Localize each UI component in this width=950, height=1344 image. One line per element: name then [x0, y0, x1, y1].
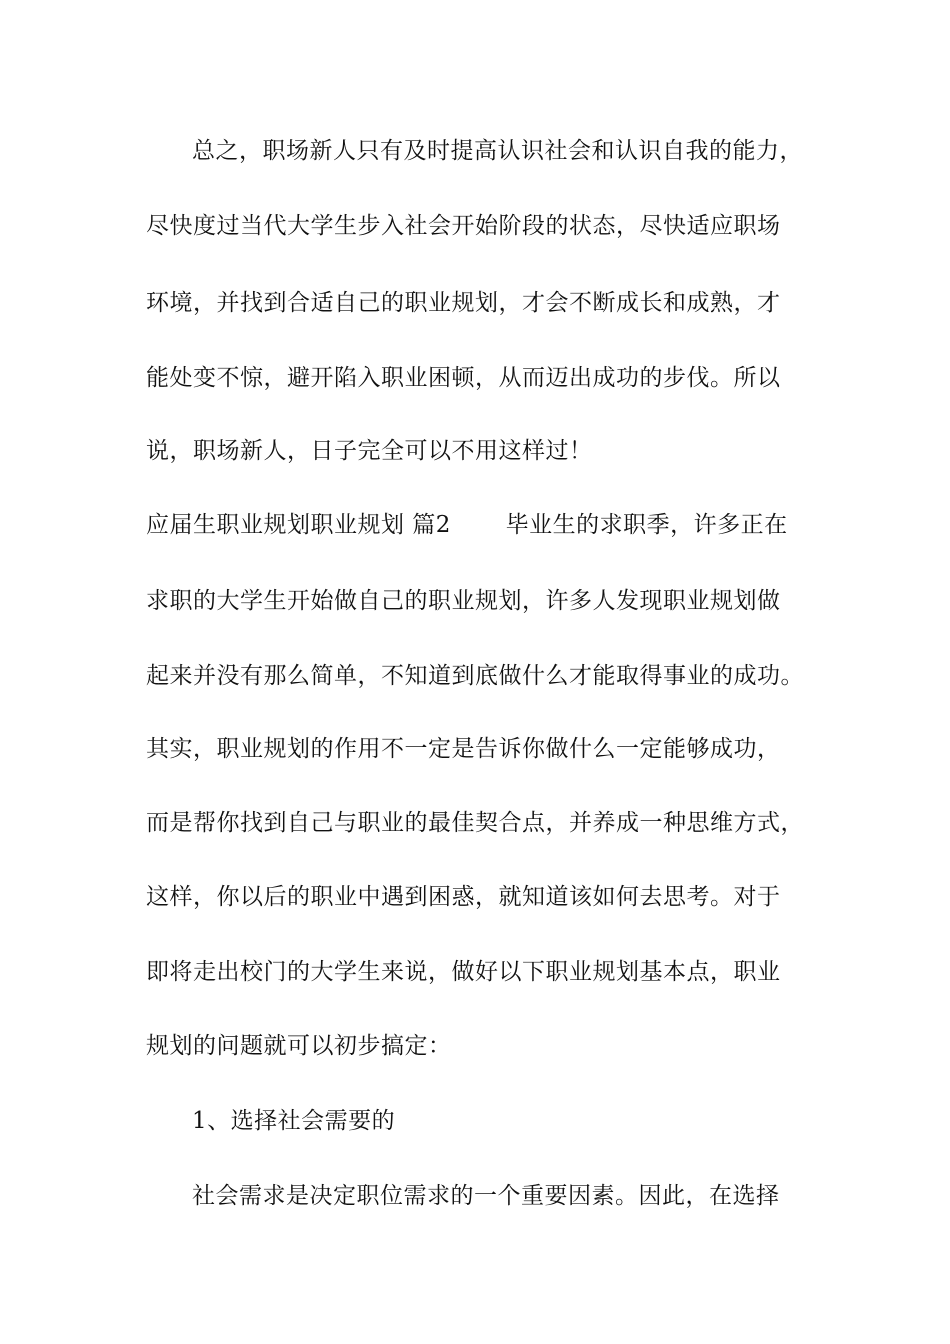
paragraph-line: 总之，职场新人只有及时提高认识社会和认识自我的能力，	[192, 138, 803, 164]
list-item-heading: 1、选择社会需要的	[192, 1108, 396, 1134]
paragraph-line: 即将走出校门的大学生来说，做好以下职业规划基本点，职业	[146, 959, 781, 985]
paragraph-line: 其实，职业规划的作用不一定是告诉你做什么一定能够成功，	[146, 736, 781, 762]
section-heading-line: 应届生职业规划职业规划 篇2 毕业生的求职季，许多正在	[146, 512, 788, 538]
paragraph-line: 环境，并找到合适自己的职业规划，才会不断成长和成熟，才	[146, 290, 781, 316]
paragraph-line: 说，职场新人，日子完全可以不用这样过！	[146, 438, 593, 464]
paragraph-line: 规划的问题就可以初步搞定：	[146, 1033, 452, 1059]
paragraph-line: 能处变不惊，避开陷入职业困顿，从而迈出成功的步伐。所以	[146, 365, 781, 391]
paragraph-line: 尽快度过当代大学生步入社会开始阶段的状态，尽快适应职场	[146, 213, 781, 239]
paragraph-line: 而是帮你找到自己与职业的最佳契合点，并养成一种思维方式，	[146, 810, 804, 836]
paragraph-line: 起来并没有那么简单，不知道到底做什么才能取得事业的成功。	[146, 663, 804, 689]
paragraph-line: 这样，你以后的职业中遇到困惑，就知道该如何去思考。对于	[146, 884, 781, 910]
paragraph-line: 社会需求是决定职位需求的一个重要因素。因此，在选择	[192, 1183, 780, 1209]
paragraph-line: 求职的大学生开始做自己的职业规划，许多人发现职业规划做	[146, 588, 781, 614]
